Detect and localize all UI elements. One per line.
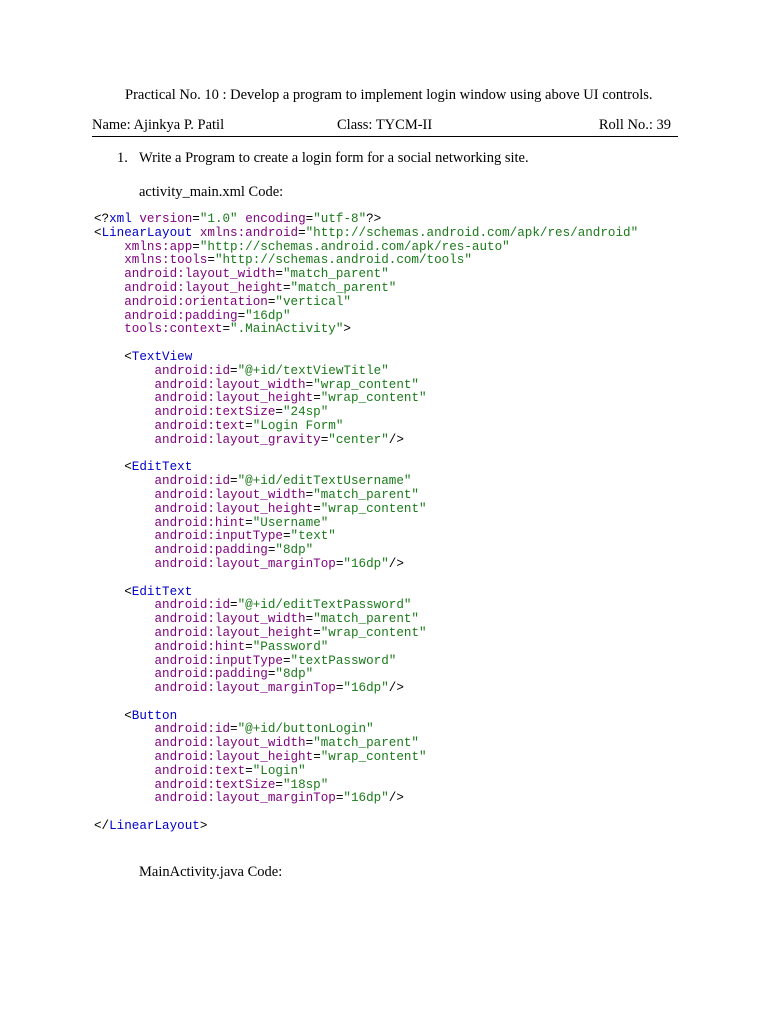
- code-token-attr: android:inputType: [154, 529, 283, 544]
- code-token-attr: android:layout_marginTop: [154, 556, 336, 571]
- code-token-punc: </: [94, 819, 110, 834]
- code-token-attr: android:layout_width: [154, 736, 306, 751]
- code-line: [94, 751, 638, 765]
- code-token-punc: [94, 378, 154, 392]
- code-token-punc: [94, 778, 154, 792]
- code-token-attr: android:id: [154, 474, 231, 489]
- code-token-attr: version: [139, 212, 193, 226]
- question-number: 1.: [117, 150, 128, 166]
- code-line: [94, 392, 638, 406]
- code-token-attr: android:layout_height: [154, 391, 314, 406]
- code-token-val: "16dp": [343, 681, 389, 696]
- code-token-val: "Username": [252, 515, 329, 530]
- code-line: [94, 517, 638, 531]
- code-token-val: "center": [328, 432, 389, 447]
- code-line: [94, 420, 638, 434]
- code-token-val: "textPassword": [290, 653, 397, 668]
- code-line: [94, 792, 638, 806]
- code-token-punc: [94, 281, 124, 295]
- code-line: [94, 448, 638, 462]
- code-token-punc: =: [305, 487, 314, 502]
- code-token-punc: [94, 654, 154, 668]
- code-token-val: ".MainActivity": [230, 322, 344, 337]
- code-token-punc: =: [305, 612, 314, 627]
- code-line: [94, 586, 638, 600]
- code-token-punc: =: [237, 308, 246, 323]
- code-token-punc: =: [298, 225, 306, 240]
- code-token-punc: =: [245, 763, 253, 778]
- code-token-attr: android:hint: [154, 515, 246, 530]
- code-token-attr: android:padding: [154, 543, 268, 558]
- code-line: [94, 227, 638, 241]
- code-token-punc: [94, 667, 154, 681]
- code-line: [94, 806, 638, 820]
- code-token-punc: =: [192, 212, 200, 226]
- code-token-val: "wrap_content": [320, 625, 427, 640]
- code-token-punc: <: [94, 584, 132, 599]
- code-token-val: "8dp": [275, 543, 314, 558]
- code-token-punc: =: [245, 515, 253, 530]
- code-token-punc: [94, 764, 154, 778]
- code-token-val: "wrap_content": [320, 750, 427, 765]
- code-token-punc: [94, 681, 154, 695]
- code-token-punc: =: [275, 777, 283, 792]
- code-line: [94, 475, 638, 489]
- question-item: [117, 150, 529, 167]
- code-token-attr: android:hint: [154, 639, 246, 654]
- code-line: [94, 434, 638, 448]
- code-token-punc: [94, 419, 154, 433]
- code-token-attr: android:text: [154, 763, 246, 778]
- code-token-attr: android:layout_height: [124, 280, 283, 295]
- code-token-attr: tools:context: [124, 322, 223, 337]
- code-token-punc: =: [230, 474, 238, 489]
- code-token-attr: xmlns:tools: [124, 253, 208, 268]
- code-token-val: "16dp": [343, 556, 389, 571]
- code-line: [94, 723, 638, 737]
- code-token-punc: [94, 543, 154, 557]
- code-line: [94, 241, 638, 255]
- code-token-punc: [94, 240, 124, 254]
- code-token-val: "@+id/editTextUsername": [237, 474, 412, 489]
- code-token-punc: [94, 474, 154, 488]
- code-token-punc: =: [335, 681, 344, 696]
- code-line: [94, 268, 638, 282]
- code-token-attr: android:layout_height: [154, 750, 314, 765]
- code-token-punc: [94, 502, 154, 516]
- code-token-val: "8dp": [275, 667, 314, 682]
- code-token-attr: android:textSize: [154, 777, 276, 792]
- code-token-val: "Login Form": [252, 418, 344, 433]
- code-token-val: "match_parent": [290, 280, 397, 295]
- code-token-punc: =: [267, 543, 276, 558]
- code-line: [94, 779, 638, 793]
- student-class: Class: TYCM-II: [337, 117, 433, 133]
- code-line: [94, 530, 638, 544]
- code-token-attr: android:padding: [154, 667, 268, 682]
- code-token-attr: xmlns:app: [124, 239, 193, 254]
- code-token-val: "wrap_content": [313, 377, 419, 392]
- code-token-punc: [94, 750, 154, 764]
- question-text: Write a Program to create a login form for a social networking site.: [139, 150, 529, 166]
- code-token-punc: [94, 488, 154, 502]
- code-token-attr: android:layout_gravity: [154, 432, 321, 447]
- code-token-punc: =: [267, 667, 276, 682]
- code-token-punc: =: [335, 556, 344, 571]
- code-token-punc: />: [388, 681, 404, 696]
- code-token-val: "match_parent": [313, 736, 419, 751]
- code-token-attr: android:layout_width: [124, 267, 276, 282]
- code-line: [94, 655, 638, 669]
- code-token-punc: =: [282, 529, 291, 544]
- code-line: [94, 696, 638, 710]
- code-line: [94, 737, 638, 751]
- code-token-punc: />: [388, 791, 404, 806]
- code-token-punc: <: [94, 225, 102, 240]
- code-token-attr: android:id: [154, 598, 231, 613]
- code-token-attr: android:textSize: [154, 405, 276, 420]
- code-token-punc: <: [94, 349, 132, 364]
- roll-number: Roll No.: 39: [598, 117, 671, 133]
- code-token-punc: [94, 364, 154, 378]
- code-token-val: "http://schemas.android.com/apk/res-auto": [199, 239, 510, 254]
- code-token-punc: =: [305, 212, 314, 226]
- practical-title: Practical No. 10 : Develop a program to implement login window using above UI controls.: [125, 87, 653, 103]
- code-line: [94, 296, 638, 310]
- code-token-attr: android:id: [154, 363, 231, 378]
- code-token-attr: android:layout_marginTop: [154, 791, 336, 806]
- code-token-val: "utf-8": [313, 212, 367, 226]
- code-line: [94, 337, 638, 351]
- code-token-punc: =: [305, 736, 314, 751]
- code-token-punc: =: [192, 239, 200, 254]
- code-line: [94, 310, 638, 324]
- header-divider: [92, 136, 678, 137]
- code-line: [94, 627, 638, 641]
- code-line: [94, 351, 638, 365]
- code-token-attr: android:layout_width: [154, 487, 306, 502]
- code-token-val: "Login": [252, 763, 306, 778]
- code-line: [94, 599, 638, 613]
- code-token-punc: =: [313, 750, 321, 765]
- code-token-punc: [94, 626, 154, 640]
- code-token-punc: [94, 722, 154, 736]
- code-token-punc: =: [313, 625, 321, 640]
- code-token-val: "24sp": [282, 405, 329, 420]
- code-token-punc: <: [94, 708, 132, 723]
- code-line: [94, 820, 638, 834]
- code-token-punc: [94, 557, 154, 571]
- xml-code-block: [94, 213, 638, 834]
- code-line: [94, 668, 638, 682]
- code-line: [94, 503, 638, 517]
- code-token-punc: />: [388, 556, 404, 571]
- code-token-val: "@+id/buttonLogin": [237, 722, 374, 737]
- code-token-val: "vertical": [275, 294, 351, 309]
- code-line: [94, 641, 638, 655]
- code-token-punc: [94, 267, 124, 281]
- code-line: [94, 406, 638, 420]
- code-line: [94, 365, 638, 379]
- code-token-punc: ?>: [366, 212, 382, 226]
- code-token-tag: EditText: [131, 584, 193, 599]
- code-token-val: "match_parent": [313, 612, 419, 627]
- code-token-punc: =: [313, 391, 321, 406]
- code-token-punc: =: [222, 322, 231, 337]
- code-token-punc: />: [388, 432, 404, 447]
- code-line: [94, 282, 638, 296]
- code-token-punc: [94, 598, 154, 612]
- code-token-val: "18sp": [282, 777, 329, 792]
- code-token-attr: android:orientation: [124, 294, 268, 309]
- code-line: [94, 572, 638, 586]
- code-token-attr: android:inputType: [154, 653, 283, 668]
- code-line: [94, 765, 638, 779]
- code-line: [94, 613, 638, 627]
- code-token-punc: [94, 640, 154, 654]
- code-line: [94, 254, 638, 268]
- code-token-val: "wrap_content": [320, 391, 427, 406]
- code-token-punc: [94, 612, 154, 626]
- student-name: Name: Ajinkya P. Patil: [92, 117, 225, 133]
- code-token-punc: =: [313, 501, 321, 516]
- code-token-attr: encoding: [245, 212, 306, 226]
- code-token-punc: =: [305, 377, 314, 392]
- code-token-punc: =: [230, 363, 238, 378]
- code-token-punc: =: [282, 280, 291, 295]
- code-token-attr: android:layout_width: [154, 377, 306, 392]
- code-token-punc: =: [275, 405, 283, 420]
- code-token-punc: <?: [94, 212, 110, 226]
- code-token-attr: android:layout_height: [154, 625, 314, 640]
- code-token-punc: =: [335, 791, 344, 806]
- code-token-punc: =: [230, 598, 238, 613]
- code-line: [94, 558, 638, 572]
- java-code-label: MainActivity.java Code:: [139, 864, 283, 880]
- code-token-val: "Password": [252, 639, 329, 654]
- code-token-punc: =: [230, 722, 238, 737]
- code-token-punc: <: [94, 460, 132, 475]
- student-header: [92, 117, 677, 135]
- code-line: [94, 710, 638, 724]
- code-token-tag: LinearLayout: [109, 819, 200, 834]
- code-token-tag: TextView: [131, 349, 193, 364]
- code-line: [94, 461, 638, 475]
- code-token-punc: =: [267, 294, 276, 309]
- code-token-val: "16dp": [343, 791, 389, 806]
- code-line: [94, 544, 638, 558]
- code-token-val: "16dp": [245, 308, 291, 323]
- code-line: [94, 213, 638, 227]
- code-token-tag: Button: [131, 708, 178, 723]
- code-token-punc: [94, 405, 154, 419]
- code-token-punc: >: [199, 819, 208, 834]
- code-token-punc: [94, 529, 154, 543]
- code-token-punc: =: [275, 267, 283, 282]
- code-token-punc: =: [245, 418, 253, 433]
- xml-code-label: activity_main.xml Code:: [139, 184, 284, 200]
- code-token-punc: [94, 516, 154, 530]
- code-token-punc: [94, 791, 154, 805]
- code-line: [94, 682, 638, 696]
- code-token-attr: android:layout_width: [154, 612, 306, 627]
- code-token-val: "text": [290, 529, 336, 544]
- code-line: [94, 379, 638, 393]
- code-token-attr: xmlns:android: [199, 225, 299, 240]
- code-token-val: "http://schemas.android.com/tools": [214, 253, 472, 268]
- code-token-tag: LinearLayout: [101, 225, 200, 240]
- code-line: [94, 489, 638, 503]
- code-token-tag: xml: [109, 212, 140, 226]
- code-token-punc: [94, 433, 154, 447]
- code-token-punc: =: [320, 432, 329, 447]
- code-token-punc: =: [245, 639, 253, 654]
- code-token-attr: android:layout_marginTop: [154, 681, 336, 696]
- code-token-attr: android:padding: [124, 308, 238, 323]
- code-token-attr: android:id: [154, 722, 231, 737]
- code-token-val: "match_parent": [282, 267, 389, 282]
- code-token-val: "wrap_content": [320, 501, 427, 516]
- code-token-punc: [94, 322, 124, 336]
- code-token-val: "1.0": [199, 212, 246, 226]
- code-token-punc: [94, 295, 124, 309]
- code-token-punc: [94, 253, 124, 267]
- code-token-attr: android:layout_height: [154, 501, 314, 516]
- code-token-punc: >: [343, 322, 351, 337]
- code-token-attr: android:text: [154, 418, 246, 433]
- code-token-punc: [94, 736, 154, 750]
- code-token-punc: =: [282, 653, 291, 668]
- code-line: [94, 323, 638, 337]
- code-token-val: "match_parent": [313, 487, 419, 502]
- code-token-punc: [94, 309, 124, 323]
- code-token-punc: =: [207, 253, 215, 268]
- code-token-val: "@+id/editTextPassword": [237, 598, 412, 613]
- code-token-val: "@+id/textViewTitle": [237, 363, 389, 378]
- code-token-punc: [94, 391, 154, 405]
- code-token-val: "http://schemas.android.com/apk/res/android": [305, 225, 639, 240]
- code-token-tag: EditText: [131, 460, 193, 475]
